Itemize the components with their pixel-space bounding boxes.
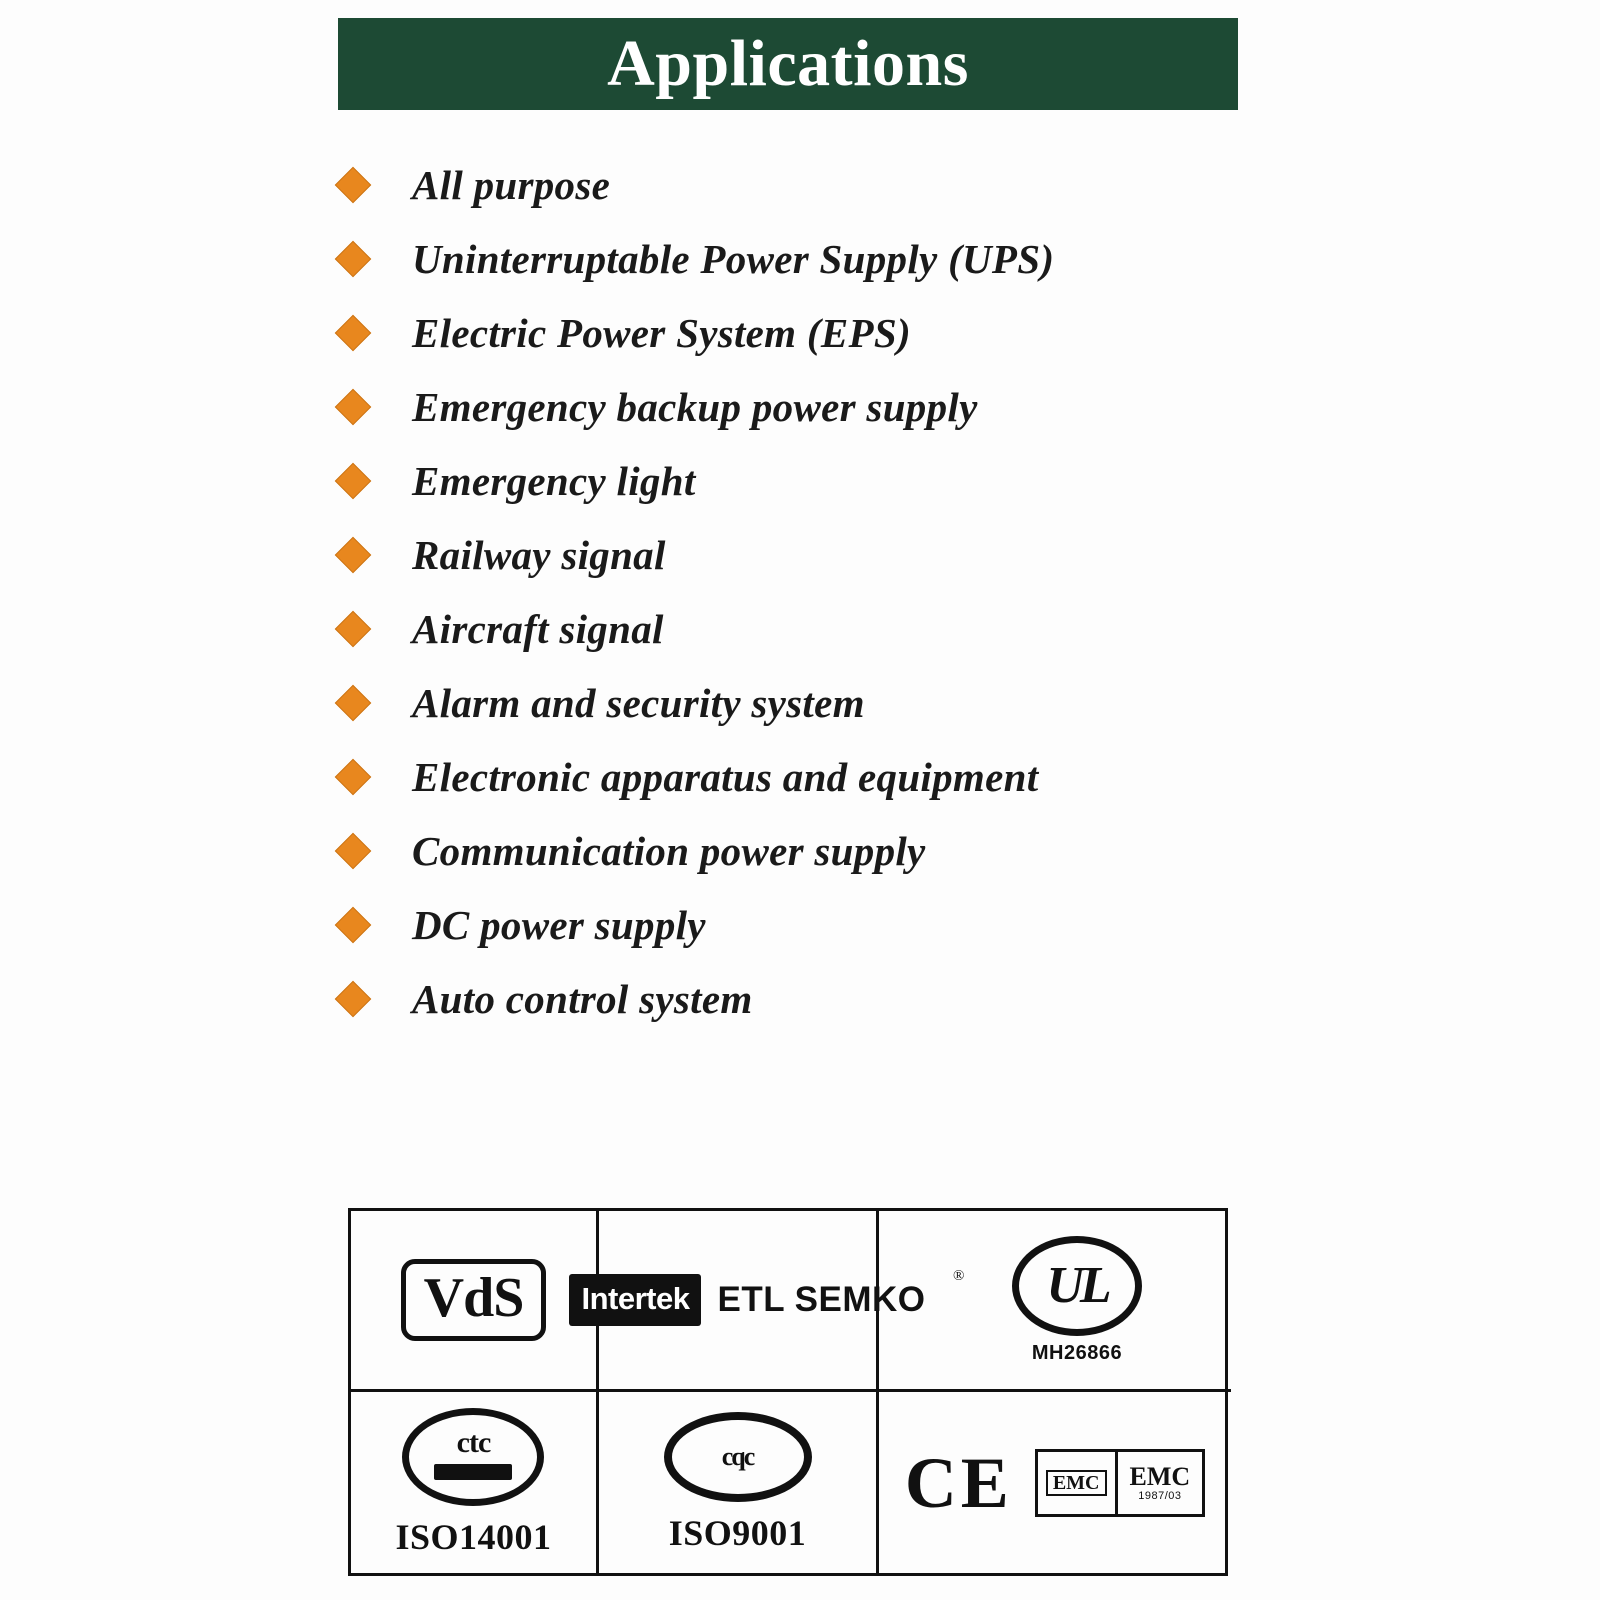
list-item bbox=[330, 888, 1330, 962]
application-label: DC power supply bbox=[412, 902, 706, 948]
ce-mark-icon: CE bbox=[904, 1442, 1013, 1523]
cert-cell-intertek bbox=[581, 1211, 926, 1392]
diamond-bullet-icon bbox=[335, 241, 372, 278]
ul-file-number: MH26866 bbox=[1031, 1341, 1123, 1364]
application-label: Alarm and security system bbox=[412, 680, 865, 726]
iso14001-logo-icon bbox=[395, 1408, 551, 1558]
list-item bbox=[330, 148, 1330, 222]
diamond-bullet-icon bbox=[335, 981, 372, 1018]
diamond-bullet-icon bbox=[335, 907, 372, 944]
diamond-bullet-icon bbox=[335, 537, 372, 574]
emc-right-block bbox=[1118, 1452, 1203, 1514]
cert-cell-iso14001 bbox=[351, 1392, 599, 1573]
diamond-bullet-icon bbox=[335, 833, 372, 870]
list-item bbox=[330, 370, 1330, 444]
application-label: Auto control system bbox=[412, 976, 753, 1022]
ce-emc-group bbox=[904, 1442, 1205, 1523]
list-item bbox=[330, 962, 1330, 1036]
iso9001-label: ISO9001 bbox=[668, 1512, 807, 1553]
list-item bbox=[330, 666, 1330, 740]
application-label: Uninterruptable Power Supply (UPS) bbox=[412, 236, 1055, 282]
ul-logo-icon bbox=[1012, 1236, 1142, 1365]
page-title: Applications bbox=[607, 27, 969, 100]
vds-logo-icon: VdS bbox=[401, 1259, 547, 1341]
cert-cell-ul bbox=[879, 1211, 1231, 1392]
emc-mark-icon bbox=[1035, 1449, 1205, 1517]
emc-title-label: EMC bbox=[1129, 1461, 1191, 1491]
cert-cell-iso9001 bbox=[599, 1392, 879, 1573]
diamond-bullet-icon bbox=[335, 611, 372, 648]
emc-left-block bbox=[1038, 1452, 1118, 1514]
diamond-bullet-icon bbox=[335, 463, 372, 500]
emc-sub-label: 1987/03 bbox=[1138, 1489, 1182, 1502]
intertek-logo-icon bbox=[569, 1274, 925, 1326]
ctc-mark-icon bbox=[402, 1408, 544, 1506]
application-label: Electric Power System (EPS) bbox=[412, 310, 911, 356]
cert-cell-vds bbox=[351, 1211, 599, 1392]
application-label: All purpose bbox=[412, 162, 611, 208]
registered-trademark-icon: ® bbox=[953, 1268, 965, 1284]
iso9001-logo-icon bbox=[664, 1412, 812, 1554]
applications-banner bbox=[338, 18, 1238, 110]
cqc-mark-icon bbox=[664, 1412, 812, 1502]
list-item bbox=[330, 592, 1330, 666]
certification-table bbox=[348, 1208, 1228, 1576]
diamond-bullet-icon bbox=[335, 167, 372, 204]
application-label: Electronic apparatus and equipment bbox=[412, 754, 1039, 800]
iso14001-label: ISO14001 bbox=[395, 1516, 552, 1557]
cert-cell-ce-emc bbox=[879, 1392, 1231, 1573]
application-label: Emergency light bbox=[412, 458, 696, 504]
application-label: Aircraft signal bbox=[412, 606, 664, 652]
application-label: Communication power supply bbox=[412, 828, 926, 874]
list-item bbox=[330, 518, 1330, 592]
diamond-bullet-icon bbox=[335, 685, 372, 722]
list-item bbox=[330, 740, 1330, 814]
cqc-mark-label: cqc bbox=[721, 1441, 754, 1471]
ctc-bar-decoration bbox=[434, 1464, 512, 1480]
diamond-bullet-icon bbox=[335, 759, 372, 796]
applications-list bbox=[330, 148, 1330, 1036]
list-item bbox=[330, 814, 1330, 888]
list-item bbox=[330, 222, 1330, 296]
application-label: Railway signal bbox=[412, 532, 666, 578]
intertek-brand-label: Intertek bbox=[569, 1274, 701, 1326]
diamond-bullet-icon bbox=[335, 389, 372, 426]
emc-left-label: EMC bbox=[1046, 1470, 1107, 1496]
application-label: Emergency backup power supply bbox=[412, 384, 978, 430]
list-item bbox=[330, 296, 1330, 370]
etl-semko-label: ETL SEMKO bbox=[717, 1280, 926, 1319]
ul-mark-icon: UL bbox=[1012, 1236, 1142, 1336]
diamond-bullet-icon bbox=[335, 315, 372, 352]
ctc-mark-label: ctc bbox=[456, 1425, 491, 1459]
list-item bbox=[330, 444, 1330, 518]
